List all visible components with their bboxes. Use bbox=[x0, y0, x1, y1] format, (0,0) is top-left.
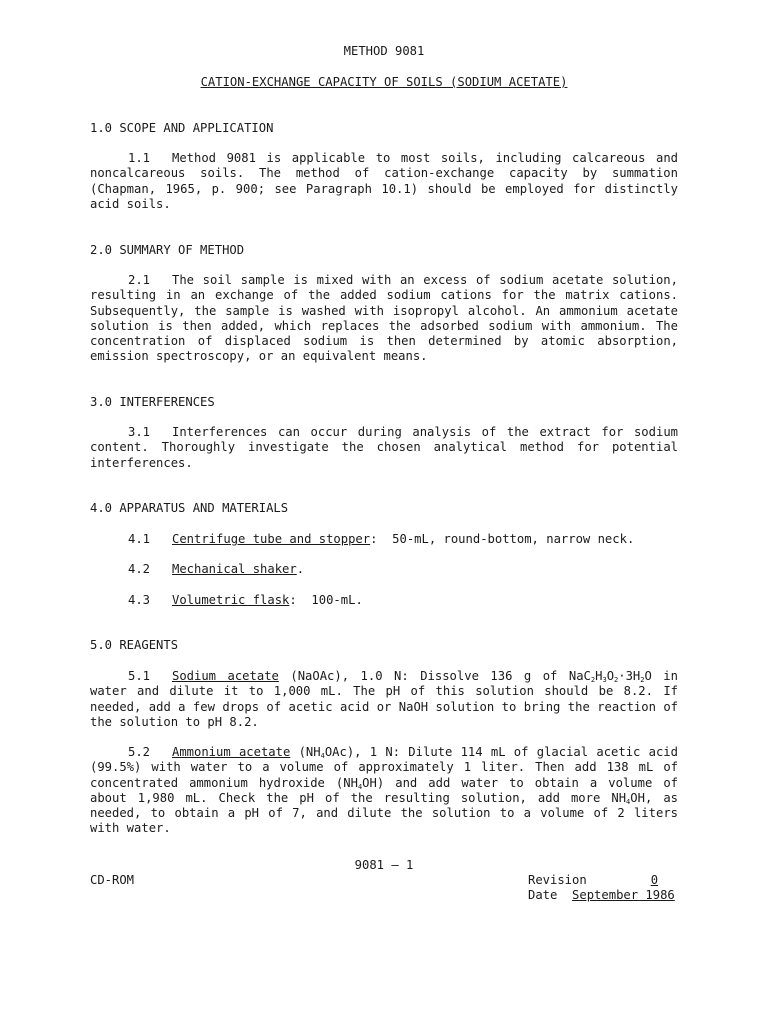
paragraph-1-1: 1.1 Method 9081 is applicable to most soils, including calcareous and noncalcareous soils. The method of cation-exchange capacity by summation (Chapman, 1965, p. 900; see Paragraph 10.1) should be employed for distinctly acid soils. bbox=[90, 151, 678, 211]
paragraph-5-1: 5.1 Sodium acetate (NaOAc), 1.0 N: Dissolve 136 g of $NaC_2H_3O_2\cdot 3H_2O$ in water and dilute it to 1,000 mL. The pH of this solution should be 8.2. If needed, add a few drops of acetic acid or NaOH solution to bring the reaction of the solution to pH 8.2. bbox=[90, 669, 678, 729]
paragraph-3-1: 3.1 Interferences can occur during analysis of the extract for sodium content. Thoroughly investigate the chosen analytical method for potential interferences. bbox=[90, 425, 678, 470]
method-number: METHOD 9081 bbox=[343, 44, 425, 58]
footer-left: CD-ROM bbox=[90, 873, 135, 887]
section-heading-2: 2.0 SUMMARY OF METHOD bbox=[90, 243, 245, 257]
revision-value: 0 bbox=[650, 873, 659, 887]
section-heading-3: 3.0 INTERFERENCES bbox=[90, 395, 215, 409]
paragraph-number: 2.1 bbox=[128, 273, 151, 287]
paragraph-2-1: 2.1 The soil sample is mixed with an excess of sodium acetate solution, resulting in an exchange of the added sodium cations for the matrix cations. Subsequently, the sample is washed with isopropyl alcohol. An ammonium acetate solution is then added, which replaces the adsorbed sodium with ammonium. The concentration of displaced sodium is then determined by atomic absorption, emission spectroscopy, or an equivalent means. bbox=[90, 273, 678, 364]
section-heading-5: 5.0 REAGENTS bbox=[90, 638, 179, 652]
list-item-4-2: 4.2 Mechanical shaker. bbox=[128, 562, 305, 576]
paragraph-number: 1.1 bbox=[128, 151, 151, 165]
paragraph-number: 3.1 bbox=[128, 425, 151, 439]
date-line: Date September 1986 bbox=[528, 888, 675, 902]
date-value: September 1986 bbox=[572, 888, 675, 902]
list-item-4-3: 4.3 Volumetric flask: 100-mL. bbox=[128, 593, 363, 607]
section-heading-4: 4.0 APPARATUS AND MATERIALS bbox=[90, 501, 289, 515]
paragraph-5-2: 5.2 Ammonium acetate $(NH_4OAc)$, 1 N: Dilute 114 mL of glacial acetic acid (99.5%) with water to a volume of approximately 1 liter. Then add 138 mL of concentrated ammonium hydroxide $(NH_4OH)$ and add water to obtain a volume of about 1,980 mL. Check the pH of the resulting solution, add more $NH_4OH$, as needed, to obtain a pH of 7, and dilute the solution to a volume of 2 liters with water. bbox=[90, 745, 679, 836]
document-title: CATION-EXCHANGE CAPACITY OF SOILS (SODIUM ACETATE) bbox=[200, 75, 568, 89]
section-heading-1: 1.0 SCOPE AND APPLICATION bbox=[90, 121, 274, 135]
list-item-4-1: 4.1 Centrifuge tube and stopper: 50-mL, round-bottom, narrow neck. bbox=[128, 532, 635, 546]
revision-line: Revision 0 bbox=[528, 873, 707, 888]
page-number: 9081 – 1 bbox=[354, 858, 414, 872]
